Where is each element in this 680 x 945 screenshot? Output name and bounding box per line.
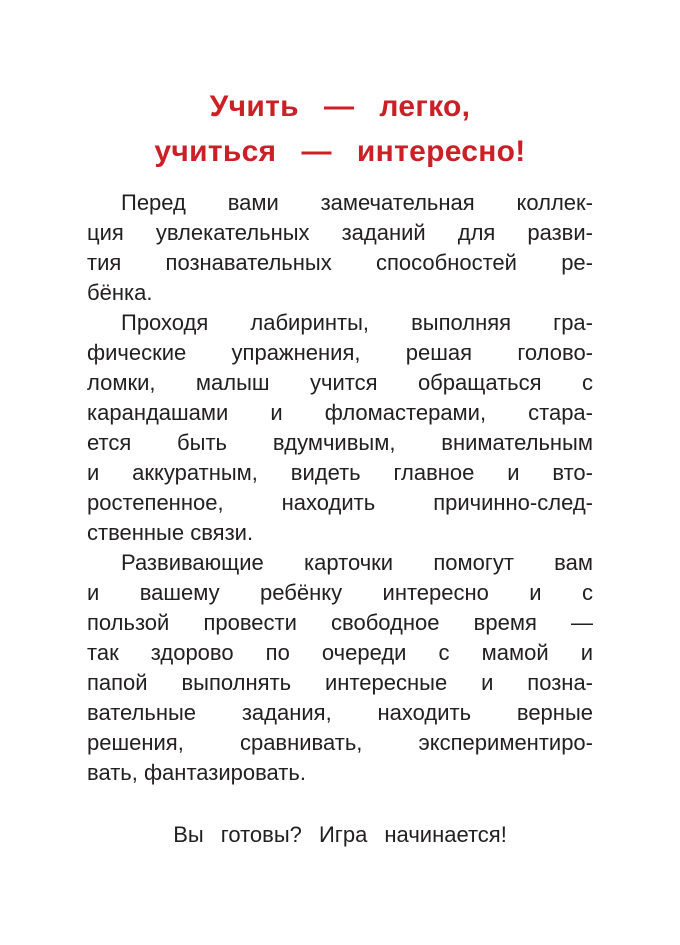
- closing-line: Вы готовы? Игра начинается!: [173, 822, 507, 847]
- text-line: вательные задания, находить верные: [87, 700, 593, 725]
- paragraph-2: [87, 308, 593, 548]
- paragraph-1: [87, 188, 593, 308]
- text-line: Проходя лабиринты, выполняя гра-: [121, 310, 593, 335]
- text-line: и вашему ребёнку интересно и с: [87, 580, 593, 605]
- text-line: папой выполнять интересные и позна-: [87, 670, 593, 695]
- text-line: и аккуратным, видеть главное и вто-: [87, 460, 593, 485]
- text-line: ция увлекательных заданий для разви-: [87, 220, 593, 245]
- text-line: решения, сравнивать, экспериментиро-: [87, 730, 593, 755]
- text-line: пользой провести свободное время —: [87, 610, 593, 635]
- text-line: фические упражнения, решая голово-: [87, 340, 593, 365]
- title-line-2: учиться — интересно!: [154, 135, 526, 168]
- paragraph-3: [87, 548, 593, 788]
- text-line: Развивающие карточки помогут вам: [121, 550, 593, 575]
- text-line: вать, фантазировать.: [87, 760, 306, 785]
- title-line-1: Учить — легко,: [209, 90, 471, 123]
- text-line: ломки, малыш учится обращаться с: [87, 370, 593, 395]
- body-text: [87, 188, 593, 788]
- text-line: ется быть вдумчивым, внимательным: [87, 430, 593, 455]
- text-line: Перед вами замечательная коллек-: [121, 190, 593, 215]
- text-line: ственные связи.: [87, 520, 254, 545]
- page-content: [87, 0, 593, 850]
- text-line: карандашами и фломастерами, стара-: [87, 400, 593, 425]
- text-line: тия познавательных способностей ре-: [87, 250, 593, 275]
- text-line: ростепенное, находить причинно-след-: [87, 490, 593, 515]
- text-line: бёнка.: [87, 280, 153, 305]
- text-line: так здорово по очереди с мамой и: [87, 640, 593, 665]
- page-title: [87, 84, 593, 174]
